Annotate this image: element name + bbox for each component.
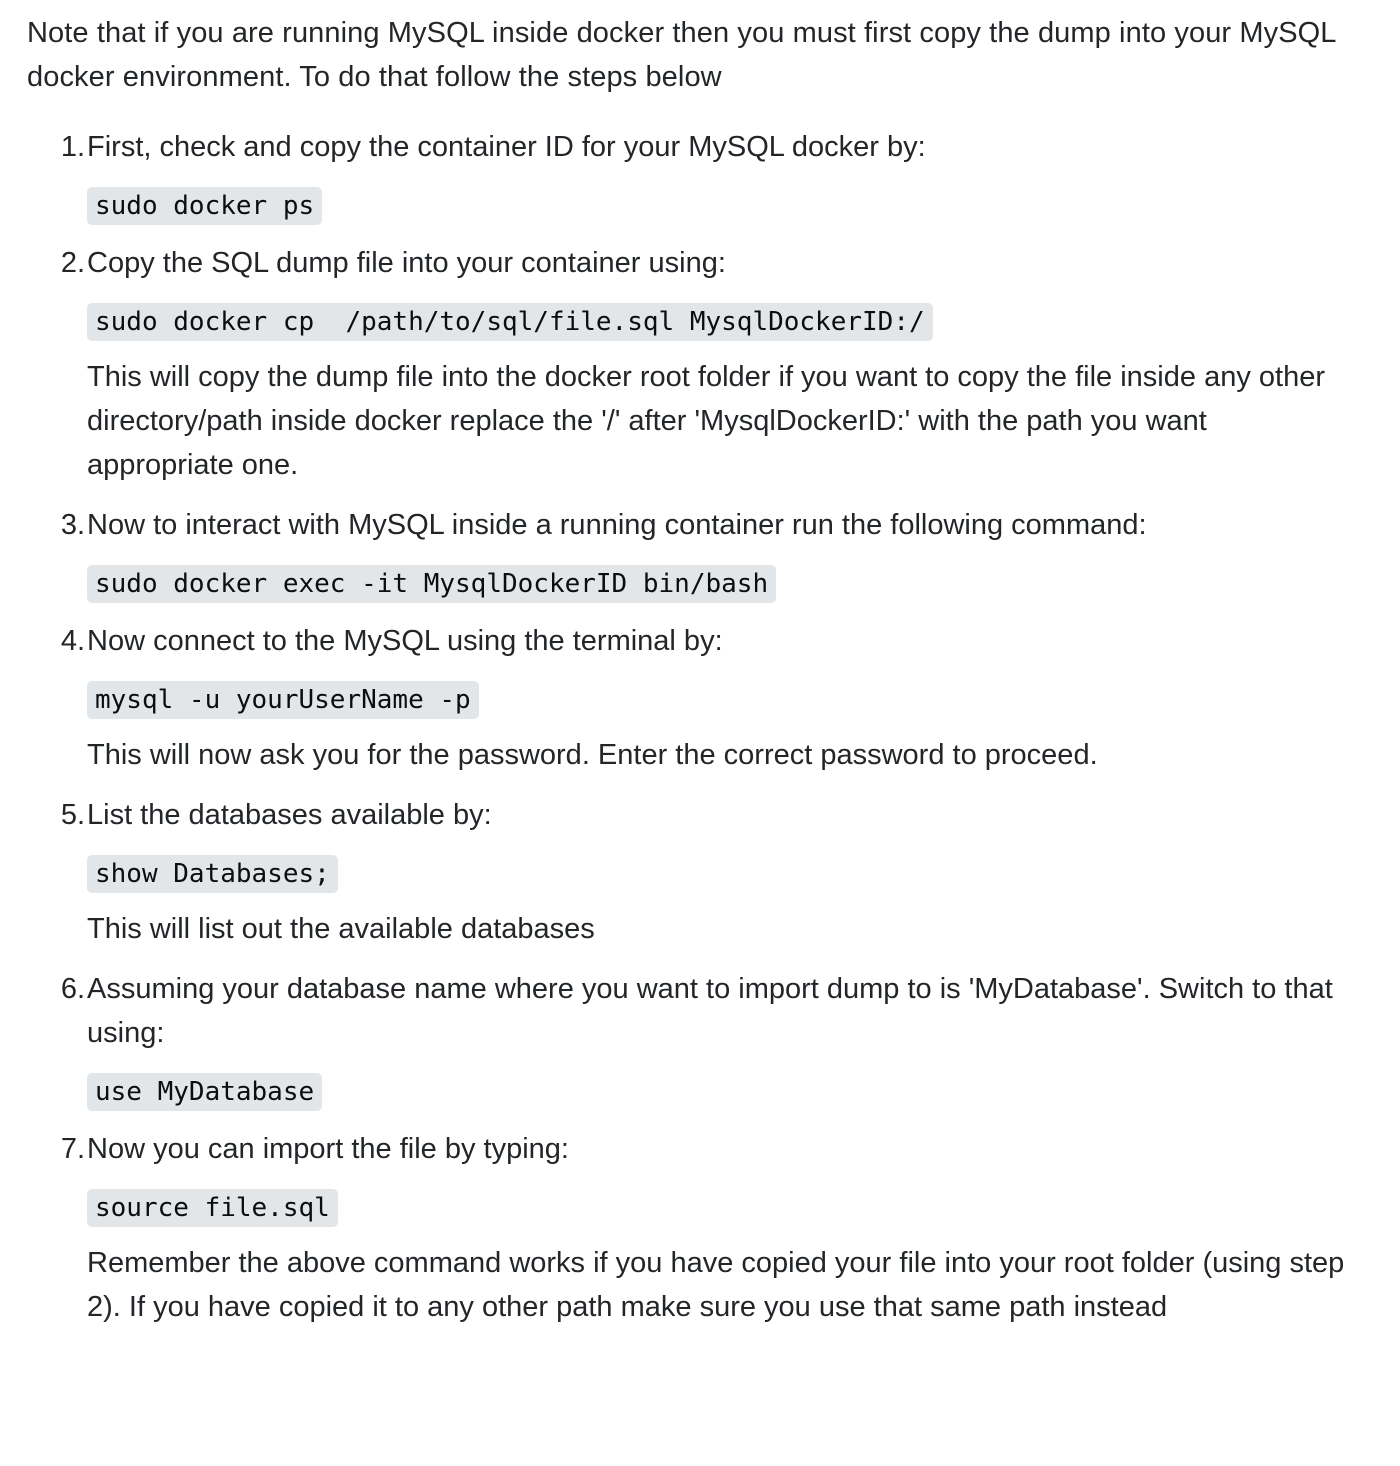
step-number: 3.	[60, 509, 85, 541]
code-snippet: source file.sql	[87, 1189, 338, 1227]
step-note: This will copy the dump file into the docker root folder if you want to copy the file inside any other directory/path inside docker replace the '/' after 'MysqlDockerID:' with the path you want appropriate one.	[87, 361, 1325, 481]
step-note: This will list out the available databases	[87, 913, 595, 945]
step-note: Remember the above command works if you have copied your file into your root folder (using step 2). If you have copied it to any other path make sure you use that same path instead	[87, 1247, 1345, 1323]
step-text: Now to interact with MySQL inside a running container run the following command:	[87, 509, 1147, 541]
step-number: 5.	[60, 799, 85, 831]
step-item-2	[60, 241, 1360, 487]
step-note: This will now ask you for the password. Enter the correct password to proceed.	[87, 739, 1098, 771]
step-text: Now you can import the file by typing:	[87, 1133, 569, 1165]
step-text: Now connect to the MySQL using the terminal by:	[87, 625, 723, 657]
intro-paragraph: Note that if you are running MySQL inside docker then you must first copy the dump into your MySQL docker environment. To do that follow the steps below	[27, 17, 1336, 93]
code-snippet: show Databases;	[87, 855, 338, 893]
step-text: Copy the SQL dump file into your container using:	[87, 247, 726, 279]
step-text: First, check and copy the container ID for your MySQL docker by:	[87, 131, 926, 163]
step-text: Assuming your database name where you want to import dump to is 'MyDatabase'. Switch to that using:	[87, 973, 1333, 1049]
step-item-3	[60, 503, 1360, 603]
steps-list	[27, 125, 1360, 1329]
step-number: 7.	[60, 1133, 85, 1165]
code-snippet: sudo docker ps	[87, 187, 322, 225]
code-snippet: use MyDatabase	[87, 1073, 322, 1111]
code-snippet: sudo docker exec -it MysqlDockerID bin/bash	[87, 565, 776, 603]
step-number: 6.	[60, 973, 85, 1005]
step-item-7	[60, 1127, 1360, 1329]
step-item-5	[60, 793, 1360, 951]
code-snippet: mysql -u yourUserName -p	[87, 681, 479, 719]
code-snippet: sudo docker cp /path/to/sql/file.sql MysqlDockerID:/	[87, 303, 933, 341]
step-number: 2.	[60, 247, 85, 279]
step-number: 1.	[60, 131, 85, 163]
step-item-6	[60, 967, 1360, 1111]
step-item-1	[60, 125, 1360, 225]
step-item-4	[60, 619, 1360, 777]
step-text: List the databases available by:	[87, 799, 492, 831]
step-number: 4.	[60, 625, 85, 657]
